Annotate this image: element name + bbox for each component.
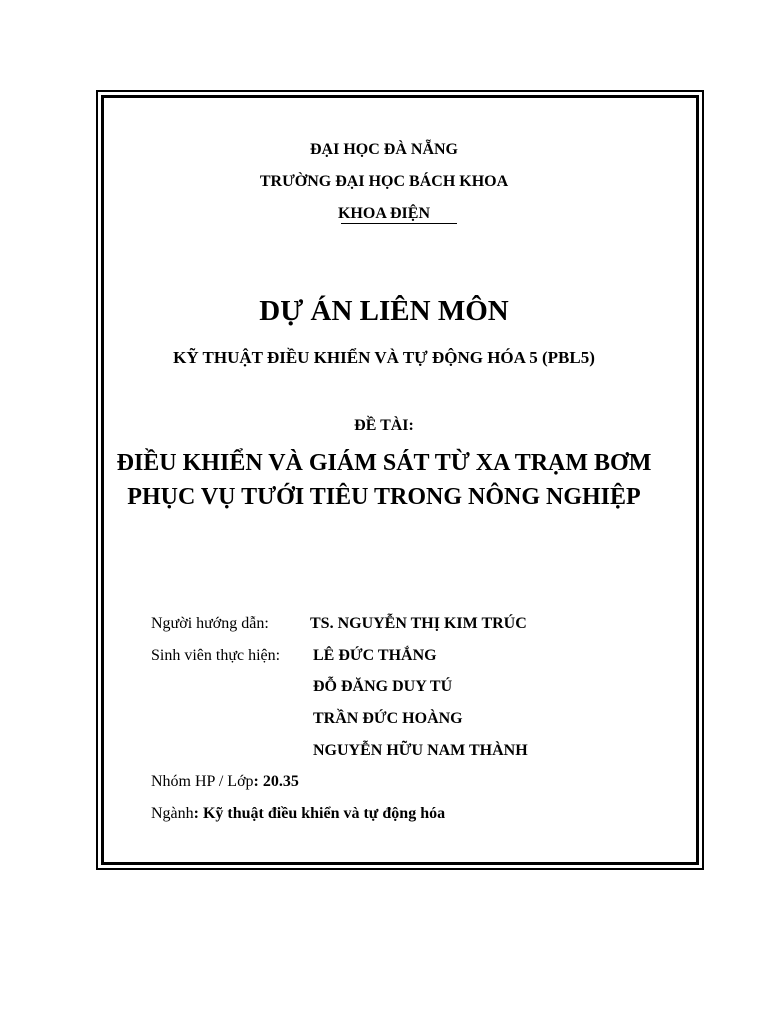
course-title: KỸ THUẬT ĐIỀU KHIỂN VÀ TỰ ĐỘNG HÓA 5 (PBL5)	[173, 348, 595, 367]
group-row	[151, 773, 299, 791]
group-label: Nhóm HP / Lớp	[151, 773, 254, 790]
major-value: : Kỹ thuật điều khiển và tự động hóa	[193, 805, 446, 822]
advisor-name: TS. NGUYỄN THỊ KIM TRÚC	[310, 615, 527, 632]
faculty-underline	[341, 223, 457, 224]
topic-label: ĐỀ TÀI:	[354, 417, 414, 434]
university-name: ĐẠI HỌC ĐÀ NẴNG	[310, 141, 458, 158]
major-label: Ngành	[151, 805, 194, 822]
faculty-name: KHOA ĐIỆN	[337, 205, 430, 222]
topic-title-line-1: ĐIỀU KHIỂN VÀ GIÁM SÁT TỪ XA TRẠM BƠM	[116, 450, 652, 476]
group-value: : 20.35	[253, 773, 299, 790]
school-name: TRƯỜNG ĐẠI HỌC BÁCH KHOA	[259, 173, 509, 190]
students-label: Sinh viên thực hiện:	[151, 647, 281, 664]
topic-title-line-2: PHỤC VỤ TƯỚI TIÊU TRONG NÔNG NGHIỆP	[127, 484, 641, 510]
student-name: TRẦN ĐỨC HOÀNG	[313, 710, 463, 727]
student-name: LÊ ĐỨC THẮNG	[313, 647, 437, 664]
major-row	[151, 805, 445, 823]
student-name: ĐỖ ĐĂNG DUY TÚ	[313, 678, 453, 695]
advisor-label: Người hướng dẫn:	[151, 615, 269, 632]
project-title: DỰ ÁN LIÊN MÔN	[259, 295, 509, 327]
student-name: NGUYỄN HỮU NAM THÀNH	[313, 742, 528, 759]
